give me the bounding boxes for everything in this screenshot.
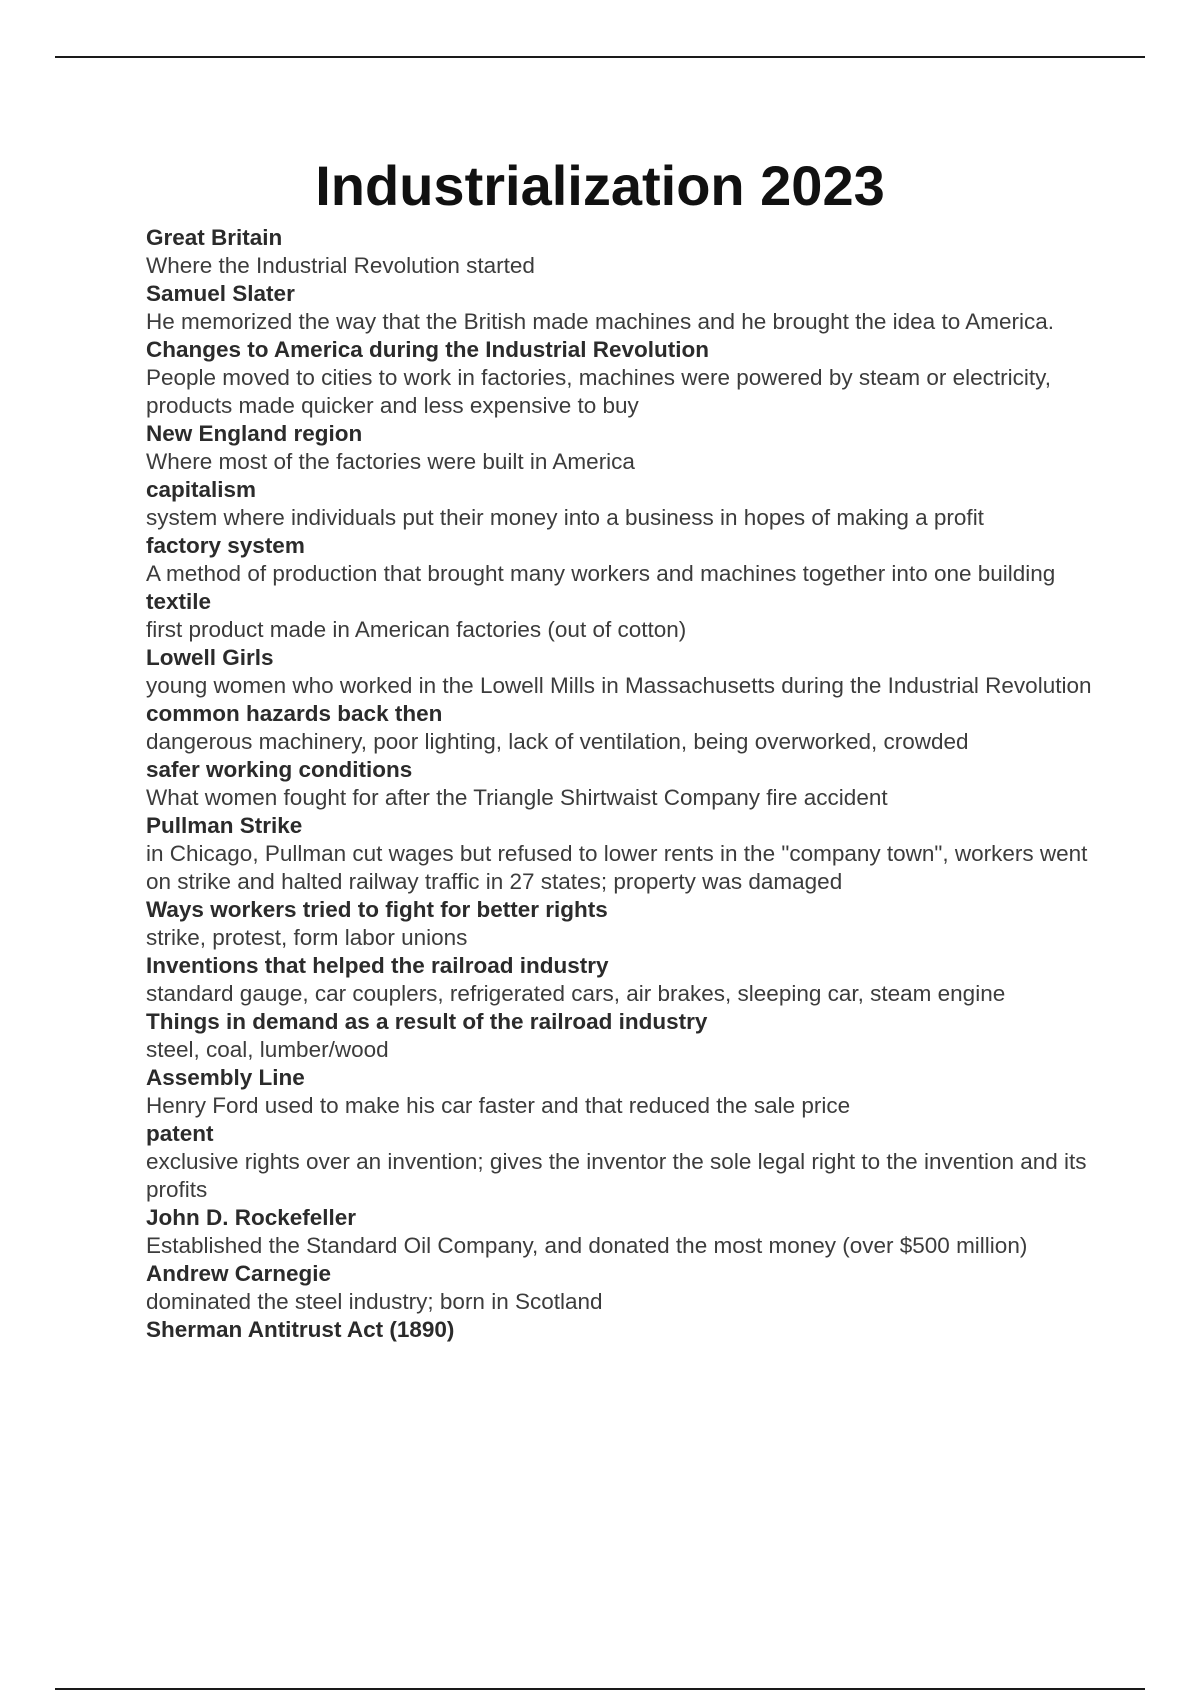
- card-term: Andrew Carnegie: [146, 1261, 332, 1286]
- card-term: Lowell Girls: [146, 645, 274, 670]
- card-term: patent: [146, 1121, 214, 1146]
- card-term: safer working conditions: [146, 757, 413, 782]
- card-term: factory system: [146, 533, 305, 558]
- flashcard: [146, 1008, 1096, 1064]
- card-definition: Where most of the factories were built in America: [146, 449, 635, 474]
- flashcard: [146, 1316, 1096, 1344]
- document-title: Industrialization 2023: [315, 154, 885, 217]
- card-definition: system where individuals put their money into a business in hopes of making a profit: [146, 505, 984, 530]
- card-definition: Established the Standard Oil Company, and donated the most money (over $500 million): [146, 1233, 1028, 1258]
- card-definition: young women who worked in the Lowell Mills in Massachusetts during the Industrial Revolution: [146, 673, 1092, 698]
- card-definition: What women fought for after the Triangle Shirtwaist Company fire accident: [146, 785, 888, 810]
- flashcard: [146, 588, 1096, 644]
- card-term: common hazards back then: [146, 701, 443, 726]
- card-definition: dangerous machinery, poor lighting, lack of ventilation, being overworked, crowded: [146, 729, 969, 754]
- top-rule: [55, 56, 1145, 58]
- flashcard: [146, 420, 1096, 476]
- card-term: Great Britain: [146, 225, 283, 250]
- flashcard-list: [146, 224, 1096, 1344]
- flashcard: [146, 280, 1096, 336]
- card-term: Samuel Slater: [146, 281, 295, 306]
- card-definition: dominated the steel industry; born in Scotland: [146, 1289, 603, 1314]
- card-definition: He memorized the way that the British made machines and he brought the idea to America.: [146, 309, 1054, 334]
- card-term: Things in demand as a result of the railroad industry: [146, 1009, 708, 1034]
- flashcard: [146, 644, 1096, 700]
- flashcard: [146, 896, 1096, 952]
- flashcard: [146, 756, 1096, 812]
- card-term: Changes to America during the Industrial Revolution: [146, 337, 709, 362]
- card-definition: steel, coal, lumber/wood: [146, 1037, 389, 1062]
- flashcard: [146, 1204, 1096, 1260]
- bottom-rule: [55, 1688, 1145, 1690]
- card-definition: in Chicago, Pullman cut wages but refused to lower rents in the "company town", workers went on strike and halted railway traffic in 27 states; property was damaged: [146, 841, 1088, 894]
- flashcard: [146, 812, 1096, 896]
- card-definition: exclusive rights over an invention; gives the inventor the sole legal right to the invention and its profits: [146, 1149, 1087, 1202]
- card-term: textile: [146, 589, 212, 614]
- flashcard: [146, 952, 1096, 1008]
- card-term: John D. Rockefeller: [146, 1205, 357, 1230]
- card-term: capitalism: [146, 477, 257, 502]
- flashcard: [146, 700, 1096, 756]
- flashcard: [146, 1064, 1096, 1120]
- flashcard: [146, 224, 1096, 280]
- card-definition: People moved to cities to work in factories, machines were powered by steam or electricity, products made quicker and less expensive to buy: [146, 365, 1051, 418]
- card-term: Ways workers tried to fight for better rights: [146, 897, 608, 922]
- card-definition: Where the Industrial Revolution started: [146, 253, 535, 278]
- card-term: Pullman Strike: [146, 813, 303, 838]
- flashcard: [146, 336, 1096, 420]
- card-term: New England region: [146, 421, 363, 446]
- card-term: Inventions that helped the railroad industry: [146, 953, 609, 978]
- flashcard: [146, 532, 1096, 588]
- flashcard: [146, 1260, 1096, 1316]
- card-definition: strike, protest, form labor unions: [146, 925, 468, 950]
- card-definition: A method of production that brought many workers and machines together into one building: [146, 561, 1056, 586]
- card-definition: first product made in American factories (out of cotton): [146, 617, 687, 642]
- card-term: Sherman Antitrust Act (1890): [146, 1317, 455, 1342]
- card-definition: Henry Ford used to make his car faster and that reduced the sale price: [146, 1093, 851, 1118]
- flashcard: [146, 1120, 1096, 1204]
- card-definition: standard gauge, car couplers, refrigerated cars, air brakes, sleeping car, steam engine: [146, 981, 1006, 1006]
- card-term: Assembly Line: [146, 1065, 305, 1090]
- flashcard: [146, 476, 1096, 532]
